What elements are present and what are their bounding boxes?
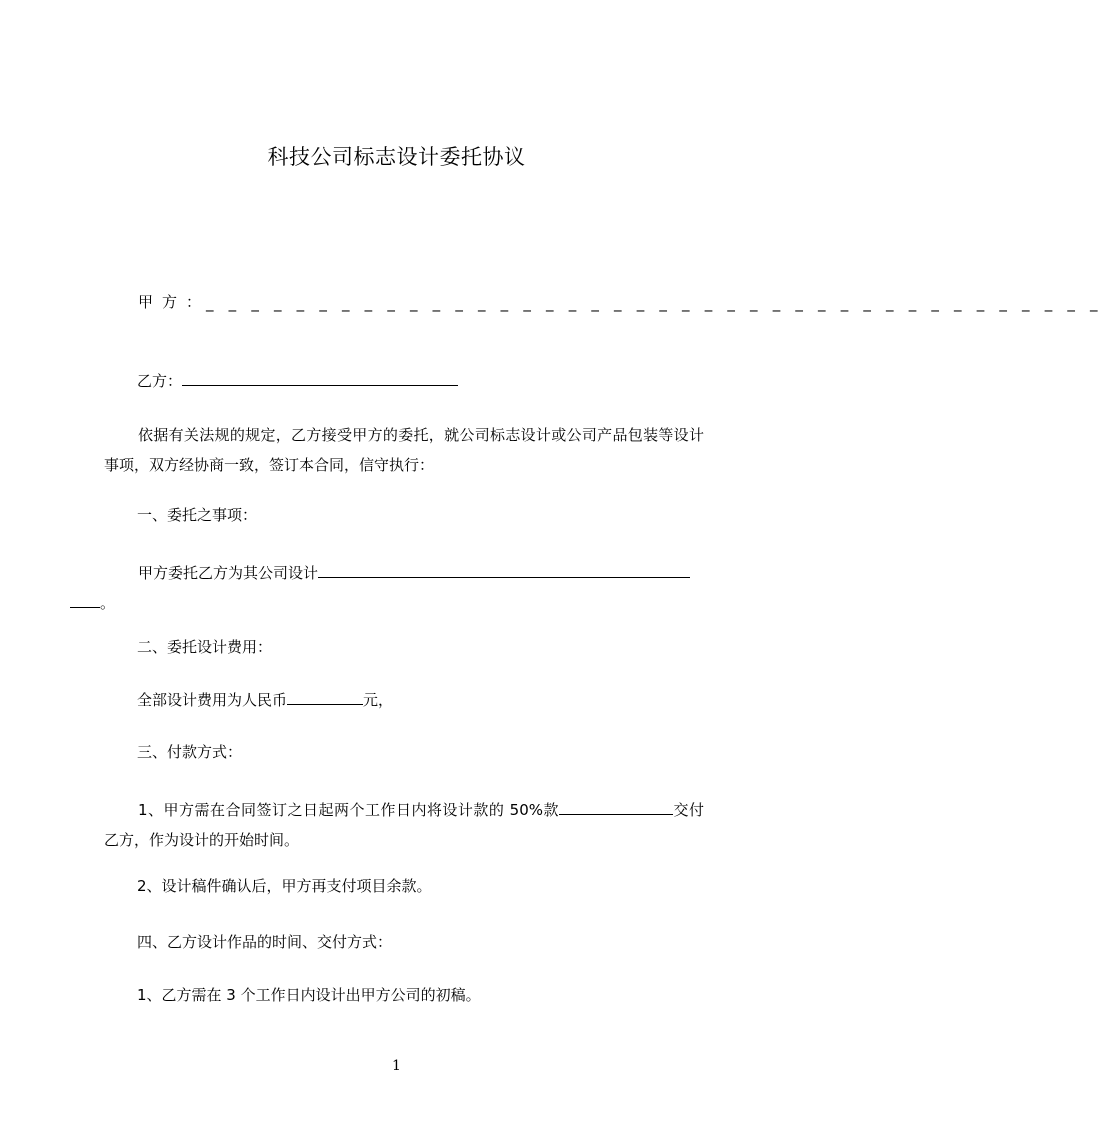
section1-paragraph	[100, 558, 704, 618]
section3-item1	[104, 795, 704, 855]
section2-unit: 元，	[363, 691, 394, 709]
party-b-blank	[182, 371, 458, 386]
section2-blank	[287, 690, 363, 705]
section3-item2: 2、设计稿件确认后，甲方再支付项目余款。	[137, 877, 432, 895]
page-number: 1	[392, 1058, 401, 1074]
party-b-label: 乙方：	[137, 372, 183, 390]
party-a-label: 甲方：	[138, 293, 211, 311]
section3-heading: 三、付款方式：	[137, 743, 243, 761]
section1-heading: 一、委托之事项：	[137, 506, 258, 524]
section3-item1-blank	[559, 800, 673, 815]
section3-item1-text: 1、甲方需在合同签订之日起两个工作日内将设计款的 50%款	[138, 801, 559, 819]
section3-item1-rest: 交付乙方，作为设计的开始时间。	[104, 801, 704, 849]
section4-item1: 1、乙方需在 3 个工作日内设计出甲方公司的初稿。	[137, 986, 481, 1004]
section2-heading: 二、委托设计费用：	[137, 638, 273, 656]
section4-heading: 四、乙方设计作品的时间、交付方式：	[137, 933, 393, 951]
section2-text: 全部设计费用为人民币	[137, 691, 288, 709]
document-title: 科技公司标志设计委托协议	[267, 145, 526, 169]
section1-end-mark: 。	[100, 594, 116, 612]
section2-paragraph	[137, 690, 393, 710]
section1-text: 甲方委托乙方为其公司设计	[138, 564, 319, 582]
party-a-blank-line: _ _ _ _ _ _ _ _ _ _ _ _ _ _ _ _ _ _ _ _ _ _ _ _ _ _ _ _ _ _ _ _ _ _ _ _ _ _ _ _	[206, 294, 1103, 312]
section1-blank-first	[318, 563, 690, 578]
intro-paragraph: 依据有关法规的规定，乙方接受甲方的委托，就公司标志设计或公司产品包装等设计事项，双方经协商一致，签订本合同，信守执行：	[104, 426, 704, 474]
section1-blank-second	[70, 593, 100, 608]
party-b-line	[137, 371, 458, 391]
